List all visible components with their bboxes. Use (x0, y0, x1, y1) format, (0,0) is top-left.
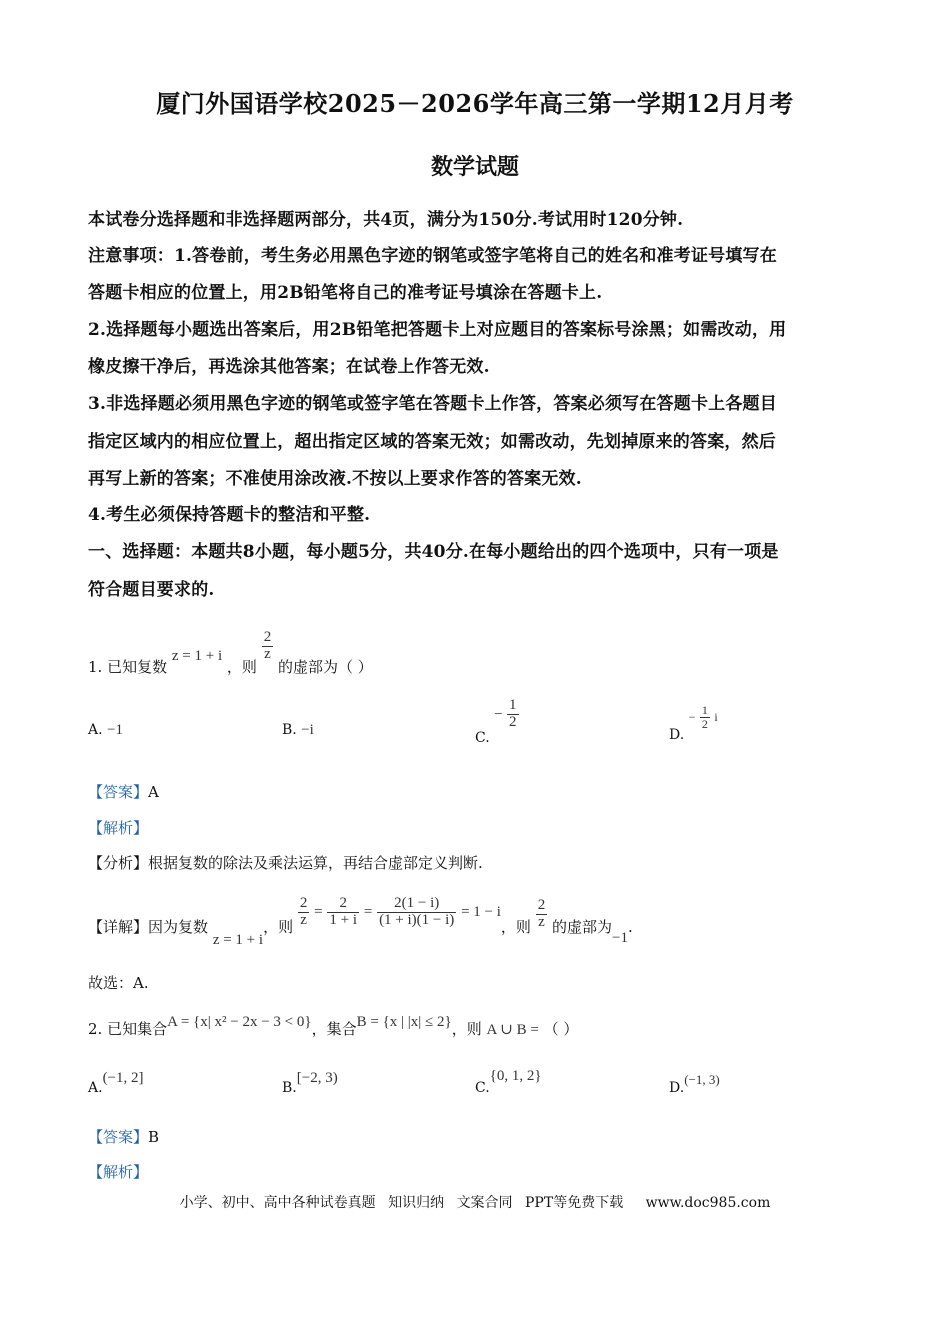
q1-fenxi (88, 852, 483, 873)
exam-subtitle: 数学试题 (430, 154, 519, 180)
q1-option-d-sign: − (688, 710, 696, 725)
q1-option-c-fraction (507, 698, 519, 731)
fraction-numerator: 2 (299, 895, 308, 911)
q1-option-a (88, 722, 123, 739)
q2-option-a (88, 1070, 144, 1096)
question-2-union: A ∪ B = (486, 1022, 539, 1038)
notes-line-8: 4.考生必须保持答题卡的整洁和平整. (88, 505, 371, 525)
notes-line-7: 再写上新的答案；不准使用涂改液.不按以上要求作答的答案无效. (88, 469, 582, 489)
q1-option-c (475, 697, 519, 747)
fraction-numerator: 2(1 − i) (394, 895, 440, 911)
fraction-numerator: 1 (509, 697, 517, 713)
fraction-denominator: 2 (509, 713, 517, 730)
q2-option-d-label: D. (669, 1080, 685, 1096)
footer-text-2: 知识归纳 (388, 1195, 445, 1211)
q1-option-d (669, 703, 718, 744)
analysis-tag: 【解析】 (88, 819, 149, 837)
fraction-denominator: 2 (701, 716, 708, 731)
notes-line-3: 2.选择题每小题选出答案后，用2B铅笔把答题卡上对应题目的答案标号涂黑；如需改动，用 (88, 320, 787, 340)
equals-sign: = (363, 904, 373, 921)
question-2-suffix: （ ） (543, 1020, 579, 1038)
fraction-numerator: 1 (701, 703, 708, 717)
fenxi-text: 根据复数的除法及乘法运算，再结合虚部定义判断. (148, 854, 483, 872)
answer-value: B (148, 1128, 160, 1146)
q2-option-b-value: [−2, 3) (296, 1070, 338, 1086)
question-2-mid: ，集合 (311, 1020, 357, 1038)
q2-option-c-value: {0, 1, 2} (489, 1068, 542, 1084)
detail-eq-frac-2 (327, 896, 359, 929)
fraction-numerator: 2 (263, 629, 272, 645)
q2-option-d (669, 1072, 720, 1096)
q1-option-d-label: D. (669, 727, 685, 744)
notes-line-5: 3.非选择题必须用黑色字迹的钢笔或签字笔在答题卡上作答，答案必须写在答题卡上各题目 (88, 394, 777, 414)
q1-choose: 故选：A. (88, 974, 149, 992)
q2-analysis-heading (88, 1161, 148, 1182)
q2-option-c (475, 1068, 542, 1096)
q1-option-c-sign: − (494, 706, 503, 723)
footer-text-3: 文案合同 (456, 1195, 513, 1211)
q2-option-d-value: (−1, 3) (684, 1072, 720, 1087)
q1-option-b (282, 722, 314, 739)
question-2-set-b: B = {x | |x| ≤ 2} (356, 1014, 452, 1030)
notes-line-1: 注意事项：1.答卷前，考生务必用黑色字迹的钢笔或签字笔将自己的姓名和准考证号填写在 (88, 246, 777, 266)
detail-then: ，则 (263, 918, 294, 937)
fraction-denominator: z (262, 646, 274, 663)
detail-suffix: 的虚部为 (552, 918, 613, 937)
q1-option-b-label: B. (282, 722, 297, 738)
q2-option-b (282, 1070, 338, 1096)
notes-line-6: 指定区域内的相应位置上，超出指定区域的答案无效；如需改动，先划掉原来的答案，然后 (88, 432, 776, 452)
q1-answer (88, 781, 159, 802)
footer-text-1: 小学、初中、高中各种试卷真题 (179, 1195, 376, 1211)
detail-z-expression: z = 1 + i (212, 932, 264, 949)
q2-option-b-label: B. (282, 1080, 297, 1096)
question-1-prefix: 1. 已知复数 (88, 658, 168, 677)
detail-eq-result: = 1 − i (461, 904, 501, 921)
q1-analysis-heading (88, 817, 148, 838)
detail-prefix: 因为复数 (148, 918, 209, 937)
footer-text-4: PPT等免费下载 (525, 1195, 624, 1211)
page-footer (0, 1192, 950, 1212)
fraction-numerator: 2 (339, 895, 347, 911)
section-heading-line-2: 符合题目要求的. (88, 580, 215, 600)
fenxi-tag: 【分析】 (88, 854, 149, 872)
detail-eq-frac-4 (536, 898, 548, 931)
q1-option-d-tail: i (714, 710, 718, 725)
q1-option-a-value: −1 (107, 722, 123, 738)
exam-title: 厦门外国语学校2025－2026学年高三第一学期12月月考 (156, 89, 794, 118)
question-2-mid-2: ，则 (451, 1020, 482, 1038)
detail-eq-frac-1 (298, 896, 310, 929)
question-1-mid: ，则 (226, 658, 257, 677)
answer-tag: 【答案】 (88, 1128, 149, 1146)
detail-value: −1 (612, 930, 628, 947)
q2-option-a-label: A. (88, 1080, 103, 1096)
q2-option-c-label: C. (475, 1080, 490, 1096)
detail-end: . (627, 918, 633, 937)
fraction-denominator: 1 + i (329, 911, 358, 928)
footer-url-link[interactable]: www.doc985.com (645, 1195, 771, 1211)
fraction-denominator: z (536, 914, 548, 931)
detail-eq-frac-3 (377, 896, 456, 929)
question-2 (88, 1010, 579, 1038)
question-2-prefix: 2. 已知集合 (88, 1020, 168, 1038)
equals-sign: = (314, 904, 323, 921)
question-2-set-a: A = {x| x² − 2x − 3 < 0} (167, 1014, 312, 1030)
section-heading-line-1: 一、选择题：本题共8小题，每小题5分，共40分.在每小题给出的四个选项中，只有一项是 (88, 542, 779, 562)
question-1-suffix: 的虚部为（ ） (277, 658, 373, 677)
notes-line-2: 答题卡相应的位置上，用2B铅笔将自己的准考证号填涂在答题卡上. (88, 283, 603, 303)
detail-tag: 【详解】 (88, 918, 149, 937)
q1-option-a-label: A. (88, 722, 103, 738)
answer-tag: 【答案】 (88, 783, 149, 801)
question-1-z-expression: z = 1 + i (171, 648, 223, 665)
q1-option-d-fraction (700, 704, 710, 730)
q1-option-c-label: C. (475, 730, 490, 747)
q2-option-a-value: (−1, 2] (102, 1070, 144, 1086)
detail-then-2: ，则 (500, 918, 531, 937)
q2-answer (88, 1126, 159, 1147)
q1-detail (88, 884, 633, 949)
fraction-denominator: (1 + i)(1 − i) (379, 911, 455, 928)
fraction-numerator: 2 (537, 897, 546, 913)
analysis-tag: 【解析】 (88, 1163, 149, 1181)
notes-line-4: 橡皮擦干净后，再选涂其他答案；在试卷上作答无效. (88, 357, 490, 377)
intro-text: 本试卷分选择题和非选择题两部分，共4页，满分为150分.考试用时120分钟. (88, 210, 684, 230)
q1-option-b-value: −i (301, 722, 314, 738)
question-1-fraction (262, 630, 274, 663)
fraction-denominator: z (298, 912, 310, 929)
answer-value: A (148, 783, 159, 801)
question-1 (88, 610, 373, 677)
